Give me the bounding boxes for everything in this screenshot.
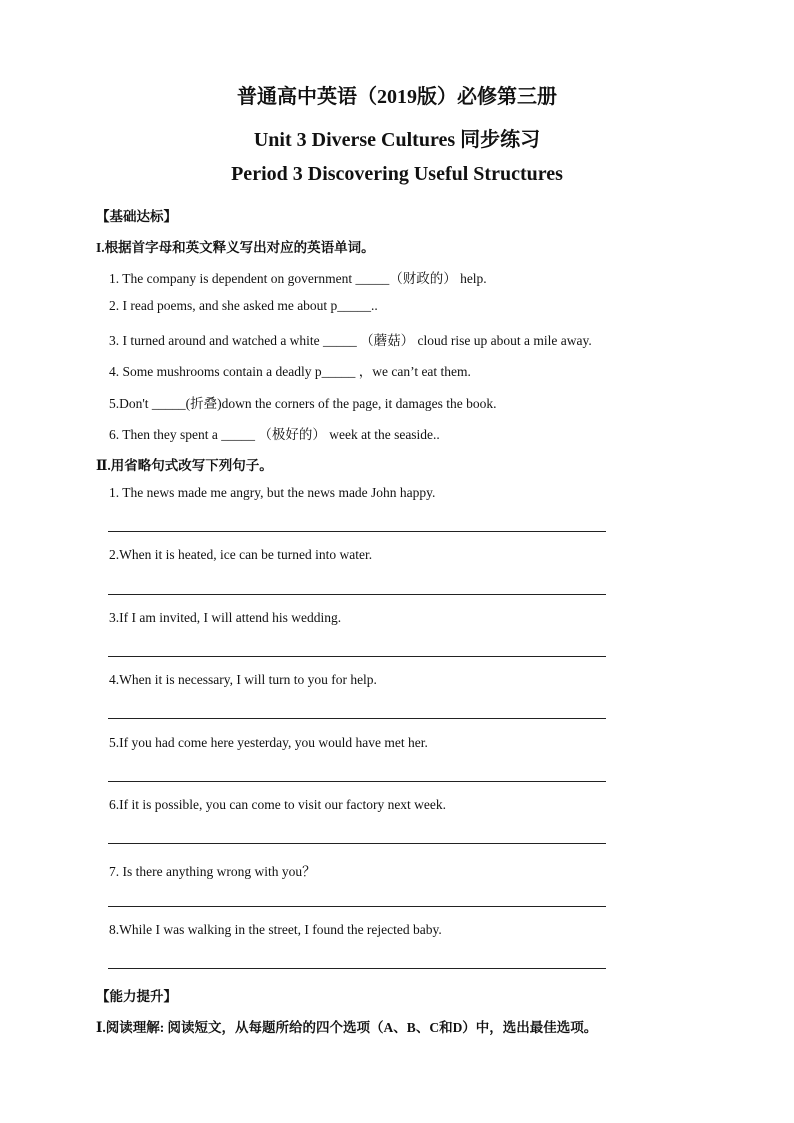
rewrite-item-7: 7. Is there anything wrong with you？ [109, 864, 316, 879]
vocab-item-3: 3. I turned around and watched a white _____ （蘑菇） cloud rise up about a mile away. [109, 333, 592, 348]
period-title: Period 3 Discovering Useful Structures [231, 163, 563, 185]
rewrite-item-2: 2.When it is heated, ice can be turned into water. [109, 547, 373, 562]
answer-line-1[interactable] [108, 531, 606, 532]
rewrite-item-1: 1. The news made me angry, but the news made John happy. [109, 485, 436, 500]
section-basic-label: 【基础达标】 [96, 209, 177, 224]
vocab-item-6: 6. Then they spent a _____ （极好的） week at the seaside.. [109, 427, 440, 442]
rewrite-item-5: 5.If you had come here yesterday, you would have met her. [109, 735, 428, 750]
document-title: 普通高中英语（2019版）必修第三册 [237, 86, 557, 108]
vocab-item-5: 5.Don't _____(折叠)down the corners of the page, it damages the book. [109, 396, 497, 411]
answer-line-2[interactable] [108, 594, 606, 595]
part2-heading: Ⅱ.用省略句式改写下列句子。 [96, 458, 273, 473]
rewrite-item-3: 3.If I am invited, I will attend his wedding. [109, 610, 342, 625]
vocab-item-4: 4. Some mushrooms contain a deadly p_____ ，we can’t eat them. [109, 364, 471, 379]
unit-title: Unit 3 Diverse Cultures 同步练习 [253, 129, 541, 151]
answer-line-4[interactable] [108, 718, 606, 719]
answer-line-8[interactable] [108, 968, 606, 969]
answer-line-6[interactable] [108, 843, 606, 844]
rewrite-item-8: 8.While I was walking in the street, I found the rejected baby. [109, 922, 442, 937]
vocab-item-2: 2. I read poems, and she asked me about p_____.. [109, 298, 378, 313]
rewrite-item-4: 4.When it is necessary, I will turn to you for help. [109, 672, 377, 687]
part1-heading: I.根据首字母和英文释义写出对应的英语单词。 [96, 240, 375, 255]
section-advanced-label: 【能力提升】 [96, 989, 177, 1004]
reading-heading: Ⅰ.阅读理解: 阅读短文，从每题所给的四个选项（A、B、C和D）中，选出最佳选项。 [96, 1020, 598, 1035]
answer-line-5[interactable] [108, 781, 606, 782]
rewrite-item-6: 6.If it is possible, you can come to visit our factory next week. [109, 797, 447, 812]
answer-line-3[interactable] [108, 656, 606, 657]
answer-line-7[interactable] [108, 906, 606, 907]
vocab-item-1: 1. The company is dependent on government _____（财政的） help. [109, 271, 487, 286]
